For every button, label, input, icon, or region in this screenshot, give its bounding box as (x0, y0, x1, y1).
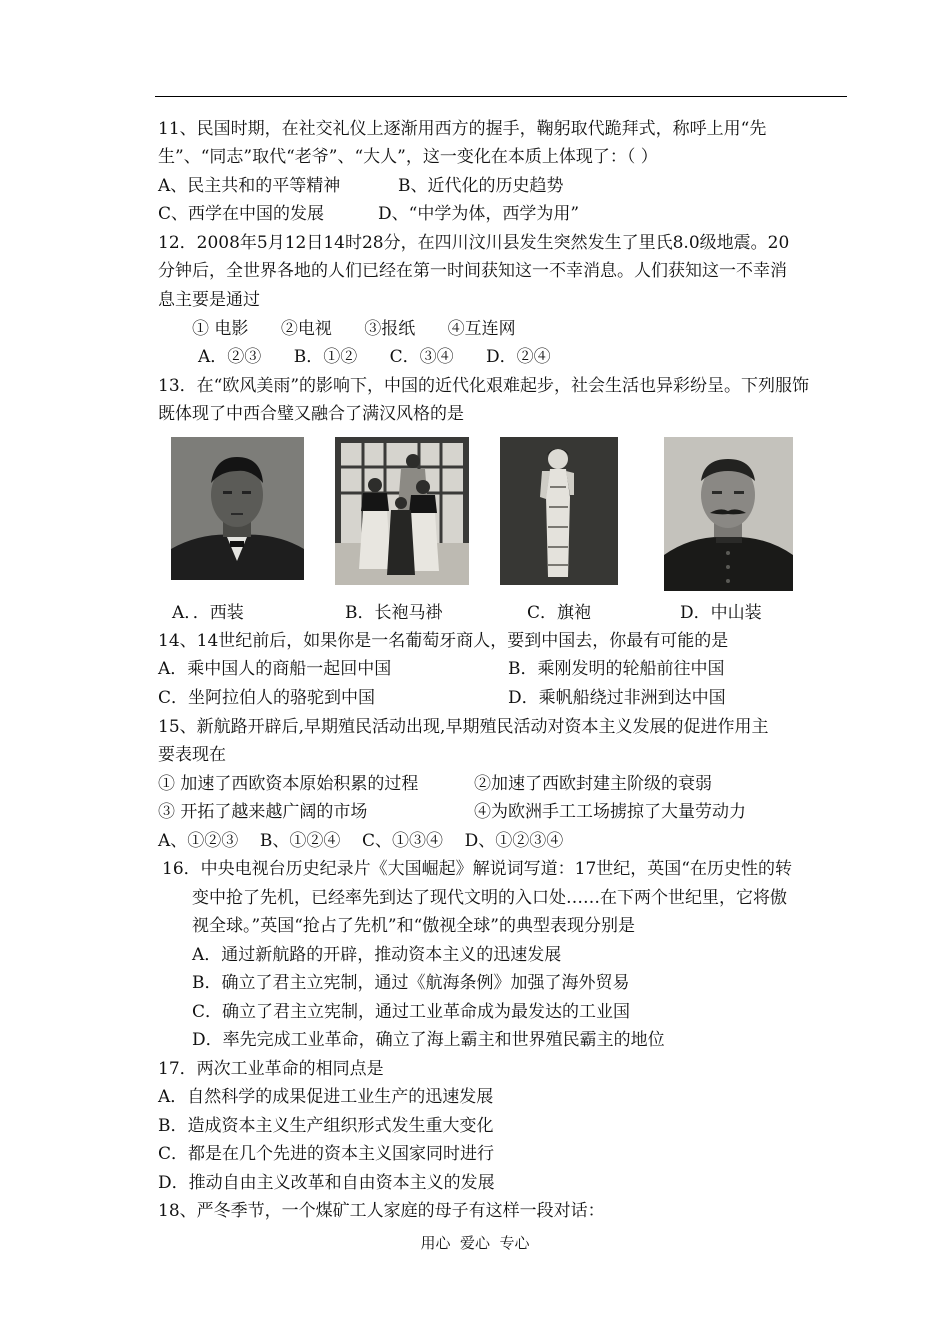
q13-line2: 既体现了中西合璧又融合了满汉风格的是 (158, 404, 464, 424)
photo-long-robe-jacket (335, 437, 469, 585)
photo-zhongshan-suit (664, 437, 793, 591)
q16-option-b: B．确立了君主立宪制，通过《航海条例》加强了海外贸易 (192, 973, 630, 993)
q12-line3: 息主要是通过 (158, 290, 260, 310)
q16-option-c: C．确立了君主立宪制，通过工业革命成为最发达的工业国 (192, 1002, 631, 1022)
q17-option-c: C．都是在几个先进的资本主义国家同时进行 (158, 1144, 495, 1164)
q17-line1: 17．两次工业革命的相同点是 (158, 1059, 384, 1079)
q18-line1: 18、严冬季节，一个煤矿工人家庭的母子有这样一段对话： (158, 1201, 605, 1221)
q14-option-a: A．乘中国人的商船一起回中国 (158, 659, 392, 679)
q17-option-a: A．自然科学的成果促进工业生产的迅速发展 (158, 1087, 494, 1107)
q13-caption-b: B．长袍马褂 (345, 603, 443, 623)
q17-option-d: D．推动自由主义改革和自由资本主义的发展 (158, 1173, 495, 1193)
q17-option-b: B．造成资本主义生产组织形式发生重大变化 (158, 1116, 494, 1136)
q15-item4: ④为欧洲手工工场掳掠了大量劳动力 (474, 802, 746, 822)
q11-line1: 11、民国时期，在社交礼仪上逐渐用西方的握手，鞠躬取代跪拜式，称呼上用“先 (158, 119, 767, 139)
q14-option-b: B．乘刚发明的轮船前往中国 (508, 659, 725, 679)
q13-caption-c: C．旗袍 (527, 603, 592, 623)
q12-line1: 12．2008年5月12日14时28分，在四川汶川县发生突然发生了里氏8.0级地震。20 (158, 233, 790, 253)
q13-caption-d: D．中山装 (680, 603, 762, 623)
q15-item3: ③ 开拓了越来越广阔的市场 (158, 802, 368, 822)
photo-western-suit (171, 437, 304, 580)
q11-option-b: B、近代化的历史趋势 (398, 176, 564, 196)
q11-line2: 生”、“同志”取代“老爷”、“大人”，这一变化在本质上体现了：（ ） (158, 147, 658, 167)
q11-option-d: D、“中学为体，西学为用” (378, 204, 580, 224)
page-footer: 用心 爱心 专心 (420, 1234, 530, 1252)
q15-item2: ②加速了西欧封建主阶级的衰弱 (474, 774, 712, 794)
q15-item1: ① 加速了西欧资本原始积累的过程 (158, 774, 419, 794)
q16-line1: 16．中央电视台历史纪录片《大国崛起》解说词写道：17世纪，英国“在历史性的转 (162, 859, 792, 879)
header-rule (155, 96, 847, 97)
q12-options: A．②③ B．①② C．③④ D．②④ (198, 347, 551, 367)
q11-option-a: A、民主共和的平等精神 (158, 176, 341, 196)
q12-items: ① 电影 ②电视 ③报纸 ④互连网 (192, 319, 516, 339)
photo-qipao (500, 437, 618, 585)
q15-options: A、①②③ B、①②④ C、①③④ D、①②③④ (158, 831, 564, 851)
q13-line1: 13．在“欧风美雨”的影响下，中国的近代化艰难起步，社会生活也异彩纷呈。下列服饰 (158, 376, 810, 396)
q14-option-d: D．乘帆船绕过非洲到达中国 (508, 688, 726, 708)
q16-line2: 变中抢了先机，已经率先到达了现代文明的入口处……在下两个世纪里，它将傲 (192, 888, 787, 908)
q16-line3: 视全球。”英国“抢占了先机”和“傲视全球”的典型表现分别是 (192, 916, 635, 936)
q16-option-d: D．率先完成工业革命，确立了海上霸主和世界殖民霸主的地位 (192, 1030, 665, 1050)
q13-caption-a: A．．西装 (172, 603, 244, 623)
q15-line1: 15、新航路开辟后,早期殖民活动出现,早期殖民活动对资本主义发展的促进作用主 (158, 717, 769, 737)
q15-line2: 要表现在 (158, 745, 226, 765)
q14-option-c: C．坐阿拉伯人的骆驼到中国 (158, 688, 376, 708)
q14-line1: 14、14世纪前后，如果你是一名葡萄牙商人，要到中国去，你最有可能的是 (158, 631, 729, 651)
q16-option-a: A．通过新航路的开辟，推动资本主义的迅速发展 (192, 945, 562, 965)
q11-option-c: C、西学在中国的发展 (158, 204, 325, 224)
q12-line2: 分钟后，全世界各地的人们已经在第一时间获知这一不幸消息。人们获知这一不幸消 (158, 261, 787, 281)
